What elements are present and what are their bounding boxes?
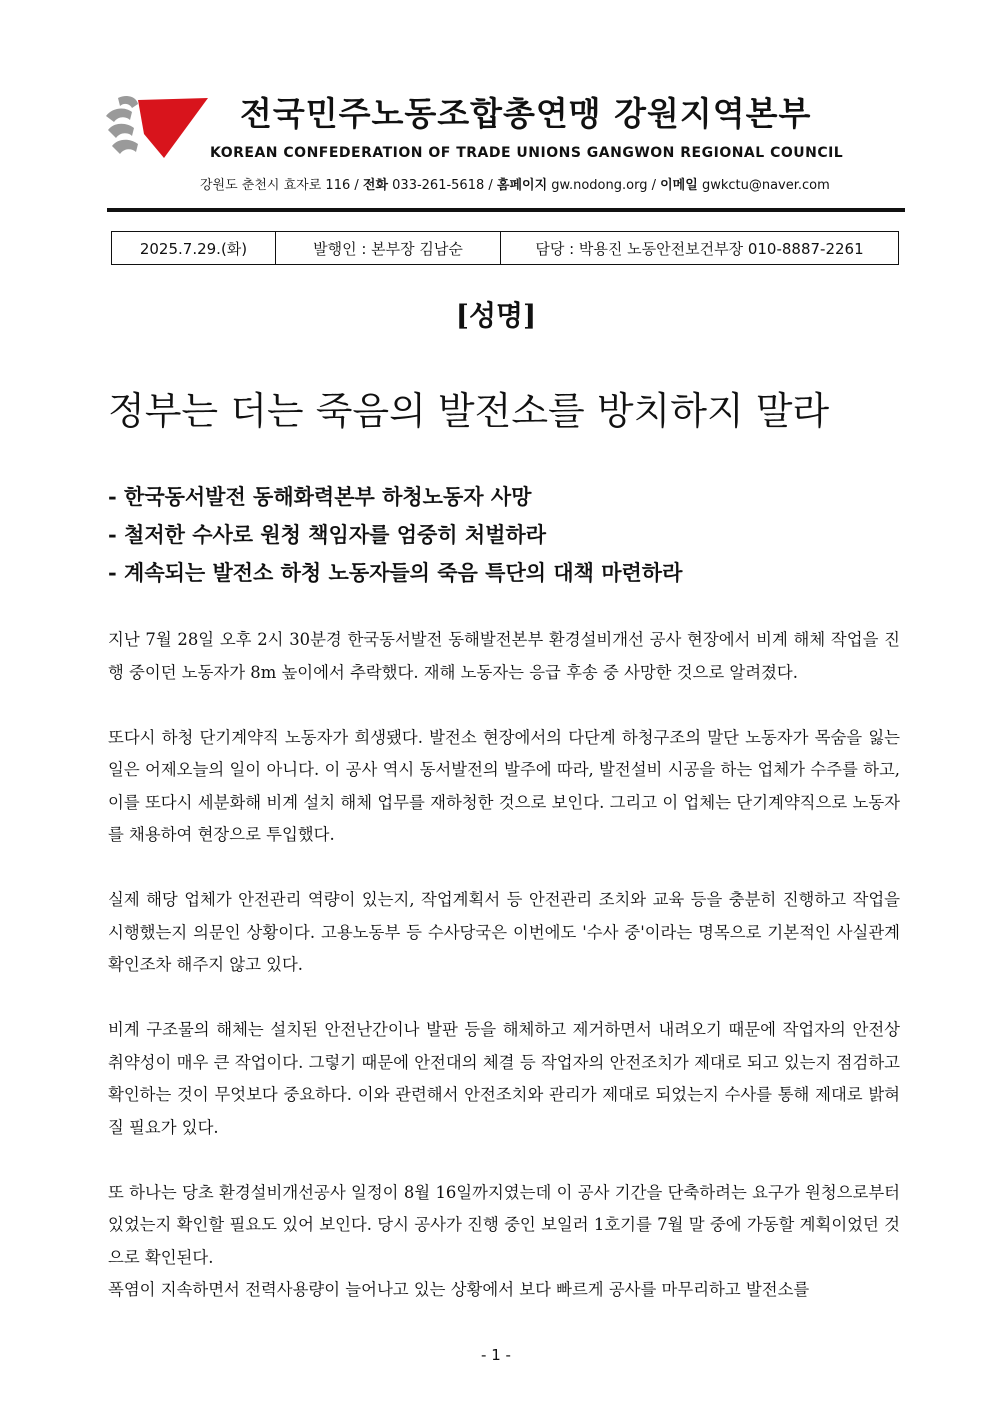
org-name-english: KOREAN CONFEDERATION OF TRADE UNIONS GANGWON REGIONAL COUNCIL xyxy=(210,145,844,161)
email-link[interactable]: gwkctu@naver.com xyxy=(701,178,830,193)
homepage-label: 홈페이지 xyxy=(496,178,548,193)
email-label: 이메일 xyxy=(660,178,698,193)
document-type: [성명] xyxy=(455,299,537,332)
headline: 정부는 더는 죽음의 발전소를 방치하지 말라 xyxy=(108,389,830,433)
paragraph: 폭염이 지속하면서 전력사용량이 늘어나고 있는 상황에서 보다 빠르게 공사를 마무리하고 발전소를 xyxy=(108,1280,810,1299)
info-box xyxy=(111,231,899,265)
contact-person: 담당 : 박용진 노동안전보건부장 010-8887-2261 xyxy=(535,239,864,258)
publisher: 발행인 : 본부장 김남순 xyxy=(276,232,501,264)
logo-figure-1 xyxy=(106,109,132,122)
kctu-logo-icon xyxy=(104,94,212,162)
subheadline: - 계속되는 발전소 하청 노동자들의 죽음 특단의 대책 마련하라 xyxy=(108,560,683,585)
address: 강원도 춘천시 효자로 116 xyxy=(200,178,351,193)
logo-red-flag xyxy=(138,98,208,158)
header-divider xyxy=(107,208,905,212)
statement-body xyxy=(108,624,900,1307)
logo-figure-2 xyxy=(108,124,134,138)
homepage-link[interactable]: gw.nodong.org xyxy=(551,178,648,193)
subheadline: - 한국동서발전 동해화력본부 하청노동자 사망 xyxy=(108,484,532,509)
contact-line: 강원도 춘천시 효자로 116 / 전화 033-261-5618 / 홈페이지 gw.nodong.org / 이메일 gwkctu@naver.com xyxy=(200,178,830,193)
org-name-korean: 전국민주노동조합총연맹 강원지역본부 xyxy=(240,94,812,133)
phone-label: 전화 xyxy=(362,178,389,193)
subheadline: - 철저한 수사로 원청 책임자를 엄중히 처벌하라 xyxy=(108,522,547,547)
paragraph: 또다시 하청 단기계약직 노동자가 희생됐다. 발전소 현장에서의 다단계 하청구조의 말단 노동자가 목숨을 잃는 일은 어제오늘의 일이 아니다. 이 공사 역시 동서발전의 발주에 따라, 발전설비 시공을 하는 업체가 수주를 하고, 이를 또다시 세분화해 비계 설치 해체 업무를 재하청한 것으로 보인다. 그리고 이 업체는 단기계약직으로 노동자를 채용하여 현장으로 투입했다. xyxy=(108,727,900,844)
logo-figure-3 xyxy=(112,140,138,154)
paragraph: 비계 구조물의 해체는 설치된 안전난간이나 발판 등을 해체하고 제거하면서 내려오기 때문에 작업자의 안전상 취약성이 매우 큰 작업이다. 그렇기 때문에 안전대의 체결 등 작업자의 안전조치가 제대로 되고 있는지 점검하고 확인하는 것이 무엇보다 중요하다. 이와 관련해서 안전조치와 관리가 제대로 되었는지 수사를 통해 제대로 밝혀질 필요가 있다. xyxy=(108,1020,900,1137)
paragraph: 실제 해당 업체가 안전관리 역량이 있는지, 작업계획서 등 안전관리 조치와 교육 등을 충분히 진행하고 작업을 시행했는지 의문인 상황이다. 고용노동부 등 수사당국은 이번에도 '수사 중'이라는 명목으로 기본적인 사실관계 확인조차 해주지 않고 있다. xyxy=(108,890,900,974)
paragraph: 또 하나는 당초 환경설비개선공사 일정이 8월 16일까지였는데 이 공사 기간을 단축하려는 요구가 원청으로부터 있었는지 확인할 필요도 있어 보인다. 당시 공사가 진행 중인 보일러 1호기를 7월 말 중에 가동할 계획이었던 것으로 확인된다. xyxy=(108,1182,900,1267)
subheadline-list xyxy=(108,478,682,592)
page-number: - 1 - xyxy=(481,1346,511,1364)
release-date: 2025.7.29.(화) xyxy=(112,232,276,264)
phone-number: 033-261-5618 xyxy=(392,178,485,193)
paragraph: 지난 7월 28일 오후 2시 30분경 한국동서발전 동해발전본부 환경설비개선 공사 현장에서 비계 해체 작업을 진행 중이던 노동자가 8m 높이에서 추락했다. 재해 노동자는 응급 후송 중 사망한 것으로 알려졌다. xyxy=(108,630,900,682)
logo-figure-head xyxy=(118,96,138,108)
